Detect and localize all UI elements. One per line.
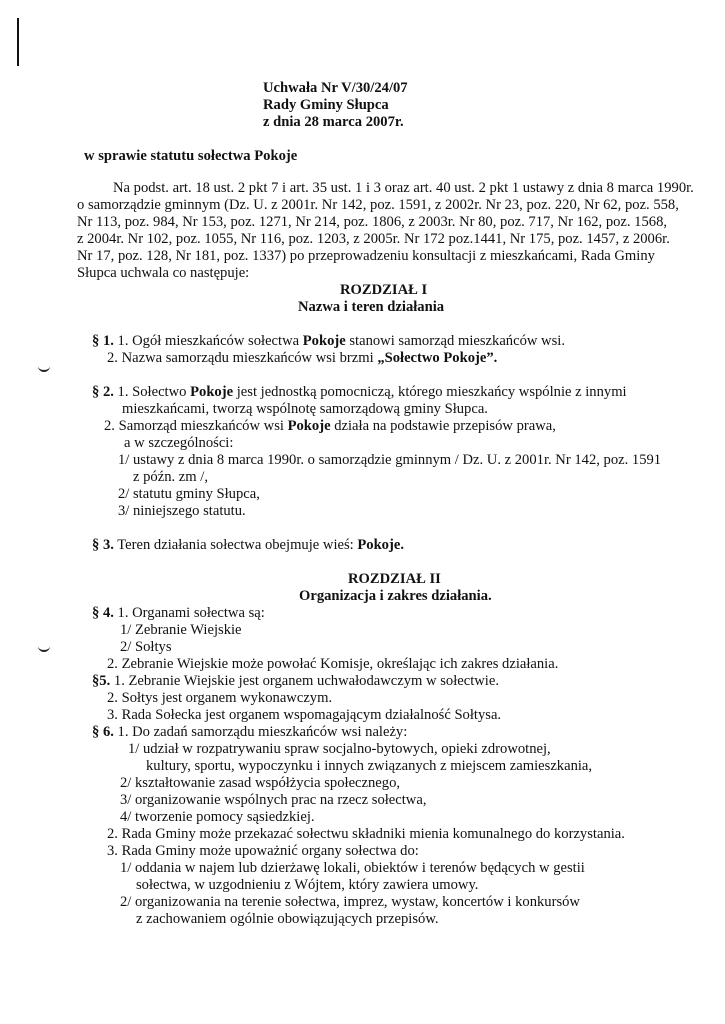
text: 2. Samorząd mieszkańców wsi	[104, 418, 288, 434]
resolution-number: Uchwała Nr V/30/24/07	[263, 80, 408, 96]
chapter-1-title: ROZDZIAŁ I	[340, 282, 428, 298]
resolution-subject: w sprawie statutu sołectwa Pokoje	[84, 148, 298, 164]
emphasis: „Sołectwo Pokoje”.	[377, 350, 498, 366]
section-5-point-2: 2. Sołtys jest organem wykonawczym.	[107, 690, 333, 706]
continuation-line: a w szczególności:	[124, 435, 234, 451]
list-item: 1/ ustawy z dnia 8 marca 1990r. o samorządzie gminnym / Dz. U. z 2001r. Nr 142, poz. 1591	[118, 452, 662, 468]
continuation-line: kultury, sportu, wypoczynku i innych związanych z miejscem zamieszkania,	[146, 758, 593, 774]
chapter-2-title: ROZDZIAŁ II	[348, 571, 441, 587]
resolution-date: z dnia 28 marca 2007r.	[263, 114, 404, 130]
village-name: Pokoje	[190, 384, 234, 400]
preamble-line: Nr 17, poz. 128, Nr 181, poz. 1337) po przeprowadzeniu konsultacji z mieszkańcami, Rada Gminy	[77, 248, 655, 264]
preamble-line: Słupca uchwala co następuje:	[77, 265, 250, 281]
text: działa na podstawie przepisów prawa,	[330, 418, 556, 434]
section-6-point-1	[92, 724, 407, 740]
list-item: 2/ kształtowanie zasad współżycia społecznego,	[120, 775, 401, 791]
margin-mark	[38, 644, 50, 652]
text: 1. Ogół mieszkańców sołectwa	[113, 333, 303, 349]
council-name: Rady Gminy Słupca	[263, 97, 389, 113]
section-4-point-1	[92, 605, 265, 621]
section-4-point-2: 2. Zebranie Wiejskie może powołać Komisje, określając ich zakres działania.	[107, 656, 559, 672]
section-sign: § 2.	[92, 384, 114, 400]
text: 2. Nazwa samorządu mieszkańców wsi brzmi	[107, 350, 378, 366]
text: 1. Zebranie Wiejskie jest organem uchwałodawczym w sołectwie.	[110, 673, 499, 689]
list-item: 2/ statutu gminy Słupca,	[118, 486, 260, 502]
section-sign: § 3.	[92, 537, 114, 553]
continuation-line: mieszkańcami, tworzą wspólnotę samorządową gminy Słupca.	[122, 401, 488, 417]
section-2-point-2	[104, 418, 556, 434]
preamble-line: o samorządzie gminnym (Dz. U. z 2001r. Nr 142, poz. 1591, z 2002r. Nr 23, poz. 220, Nr 62, poz. 558,	[77, 197, 679, 213]
chapter-2-subtitle: Organizacja i zakres działania.	[299, 588, 492, 604]
text: jest jednostką pomocniczą, którego mieszkańcy wspólnie z innymi	[233, 384, 627, 400]
list-item: 1/ udział w rozpatrywaniu spraw socjalno-bytowych, opieki zdrowotnej,	[128, 741, 551, 757]
text: stanowi samorząd mieszkańców wsi.	[345, 333, 565, 349]
list-item: 4/ tworzenie pomocy sąsiedzkiej.	[120, 809, 315, 825]
margin-mark	[38, 364, 50, 372]
list-item: 1/ Zebranie Wiejskie	[120, 622, 242, 638]
list-item: 2/ Sołtys	[120, 639, 172, 655]
preamble-line: Nr 113, poz. 984, Nr 153, poz. 1271, Nr 214, poz. 1806, z 2003r. Nr 80, poz. 717, Nr 162, poz. 1568,	[77, 214, 668, 230]
text: 1. Organami sołectwa są:	[113, 605, 265, 621]
list-item: 3/ organizowanie wspólnych prac na rzecz sołectwa,	[120, 792, 427, 808]
section-5-point-3: 3. Rada Sołecka jest organem wspomagającym działalność Sołtysa.	[107, 707, 502, 723]
chapter-1-subtitle: Nazwa i teren działania	[298, 299, 445, 315]
section-sign: §5.	[92, 673, 111, 689]
text: Teren działania sołectwa obejmuje wieś:	[113, 537, 358, 553]
section-1-point-1	[92, 333, 565, 349]
section-6-point-3: 3. Rada Gminy może upoważnić organy sołectwa do:	[107, 843, 419, 859]
section-3	[92, 537, 404, 553]
continuation-line: sołectwa, w uzgodnieniu z Wójtem, który zawiera umowy.	[136, 877, 479, 893]
preamble-line: Na podst. art. 18 ust. 2 pkt 7 i art. 35 ust. 1 i 3 oraz art. 40 ust. 2 pkt 1 ustawy z dnia 8 marca 1990r.	[113, 180, 694, 196]
section-2-point-1	[92, 384, 627, 400]
binder-margin-bar	[17, 18, 19, 66]
section-5-point-1	[92, 673, 499, 689]
section-6-point-2: 2. Rada Gminy może przekazać sołectwu składniki mienia komunalnego do korzystania.	[107, 826, 625, 842]
section-1-point-2	[107, 350, 497, 366]
continuation-line: z późn. zm /,	[133, 469, 208, 485]
village-name: Pokoje.	[357, 537, 404, 553]
list-item: 2/ organizowania na terenie sołectwa, imprez, wystaw, koncertów i konkursów	[120, 894, 580, 910]
section-sign: § 1.	[92, 333, 114, 349]
text: 1. Sołectwo	[113, 384, 191, 400]
section-sign: § 6.	[92, 724, 114, 740]
list-item: 1/ oddania w najem lub dzierżawę lokali, obiektów i terenów będących w gestii	[120, 860, 585, 876]
section-sign: § 4.	[92, 605, 114, 621]
list-item: 3/ niniejszego statutu.	[118, 503, 246, 519]
text: 1. Do zadań samorządu mieszkańców wsi należy:	[113, 724, 408, 740]
continuation-line: z zachowaniem ogólnie obowiązujących przepisów.	[136, 911, 439, 927]
village-name: Pokoje	[302, 333, 346, 349]
village-name: Pokoje	[287, 418, 331, 434]
preamble-line: z 2004r. Nr 102, poz. 1055, Nr 116, poz. 1203, z 2005r. Nr 172 poz.1441, Nr 175, poz. 1457, z 2006r.	[77, 231, 670, 247]
